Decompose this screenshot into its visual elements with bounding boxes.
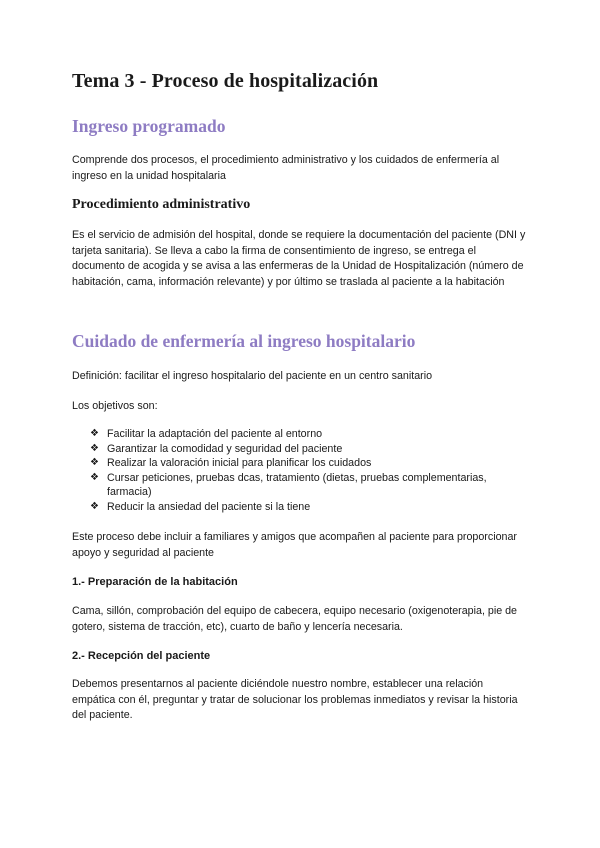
diamond-bullet-icon: ❖ — [90, 471, 99, 483]
section1-intro: Comprende dos procesos, el procedimiento administrativo y los cuidados de enfermería al ingreso en la unidad hospitalaria — [72, 154, 500, 182]
diamond-bullet-icon: ❖ — [90, 428, 99, 439]
step1-body: Cama, sillón, comprobación del equipo de cabecera, equipo necesario (oxigenoterapia, pie de gotero, sistema de tracción, etc), cuarto de baño y lencería necesaria. — [72, 605, 518, 633]
diamond-bullet-icon: ❖ — [90, 457, 99, 468]
section-heading-ingreso-programado: Ingreso programado — [72, 116, 226, 136]
definition-text: Definición: facilitar el ingreso hospitalario del paciente en un centro sanitario — [72, 370, 433, 382]
objectives-list — [90, 427, 530, 514]
step2-body: Debemos presentarnos al paciente diciéndole nuestro nombre, establecer una relación empática con él, preguntar y tratar de solucionar los problemas inmediatos y revisar la historia del paciente. — [72, 678, 518, 722]
diamond-bullet-icon: ❖ — [90, 442, 99, 454]
procedimiento-body: Es el servicio de admisión del hospital, donde se requiere la documentación del paciente (DNI y tarjeta sanitaria). Se lleva a cabo la firma de consentimiento de ingreso, se entrega el documento de acogida y se avisa a las enfermeras de la Unidad de Hospitalización (número de habitación, cama, información relevante) y por último se traslada al paciente a la habitación — [72, 229, 526, 288]
step1-heading: 1.- Preparación de la habitación — [72, 576, 238, 588]
list-item: ❖ Facilitar la adaptación del paciente al entorno — [90, 428, 323, 440]
subheading-procedimiento-administrativo: Procedimiento administrativo — [72, 197, 251, 212]
list-item: ❖ Garantizar la comodidad y seguridad del paciente — [90, 442, 343, 455]
page-title: Tema 3 - Proceso de hospitalización — [72, 70, 379, 92]
diamond-bullet-icon: ❖ — [90, 500, 99, 512]
list-item: ❖ Reducir la ansiedad del paciente si la tiene — [90, 500, 311, 513]
process-note: Este proceso debe incluir a familiares y amigos que acompañen al paciente para proporcionar apoyo y seguridad al paciente — [72, 531, 517, 559]
section-heading-cuidado-enfermeria: Cuidado de enfermería al ingreso hospitalario — [72, 331, 416, 351]
objectives-label: Los objetivos son: — [72, 400, 158, 412]
step2-heading: 2.- Recepción del paciente — [72, 650, 211, 662]
list-item: ❖ Realizar la valoración inicial para planificar los cuidados — [90, 457, 372, 469]
list-item: ❖ Cursar peticiones, pruebas dcas, tratamiento (dietas, pruebas complementarias, farmacia) — [90, 471, 487, 498]
